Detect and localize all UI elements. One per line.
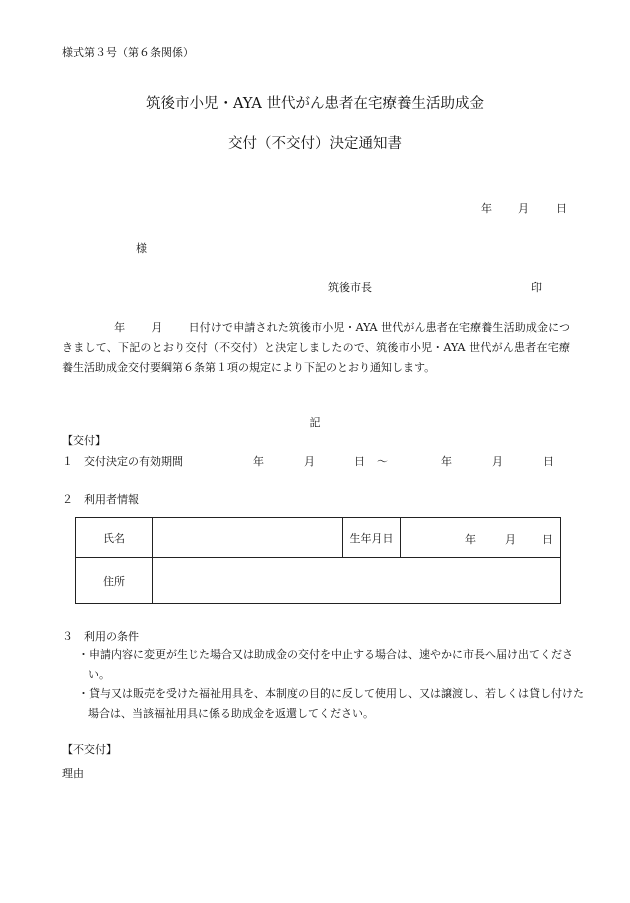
notice-date-month: 月 [518, 202, 529, 215]
period-from-year: 年 [253, 455, 264, 468]
birth-label-cell [343, 518, 401, 558]
koufu-heading: 【交付】 [62, 434, 106, 447]
name-label-cell [76, 518, 153, 558]
notice-body-paragraph [62, 318, 570, 378]
period-to-day: 日 [543, 455, 554, 468]
condition-bullet-2: ・貸与又は販売を受けた福祉用具を、本制度の目的に反して使用し、又は譲渡し、若しくは貸し付けた場合は、当該福祉用具に係る助成金を返還してください。 [78, 687, 584, 720]
seal-mark: 印 [531, 281, 542, 294]
name-label: 氏名 [103, 531, 125, 545]
name-value-cell[interactable] [153, 518, 343, 558]
fukoufu-heading: 【不交付】 [62, 743, 117, 756]
notice-date-day: 日 [556, 202, 567, 215]
addressee-suffix: 様 [136, 242, 147, 255]
notice-date-year: 年 [481, 202, 492, 215]
document-subtitle: 交付（不交付）決定通知書 [228, 136, 402, 152]
body-year: 年 [114, 321, 126, 334]
user-info-label: ２ 利用者情報 [62, 493, 139, 506]
document-title: 筑後市小児・AYA 世代がん患者在宅療養生活助成金 [146, 96, 484, 112]
birth-label: 生年月日 [349, 531, 394, 545]
period-from-month: 月 [304, 455, 315, 468]
form-number: 様式第３号（第６条関係） [62, 46, 194, 59]
period-to-year: 年 [441, 455, 452, 468]
address-label-cell [76, 558, 153, 604]
body-month: 月 [151, 321, 163, 334]
reason-label: 理由 [62, 767, 84, 780]
body-text: 日付けで申請された筑後市小児・AYA 世代がん患者在宅療養生活助成金につきまして、下記のとおり交付（不交付）と決定しましたので、筑後市小児・AYA 世代がん患者在宅療養生活助成金交付要綱第６条第１項の規定により下記のとおり通知します。 [62, 321, 571, 374]
birth-value-cell[interactable] [401, 518, 561, 558]
period-from-day: 日 [354, 455, 365, 468]
period-to-month: 月 [492, 455, 503, 468]
sender-name: 筑後市長 [328, 281, 372, 294]
validity-period-label: １ 交付決定の有効期間 [62, 455, 183, 468]
birth-day: 日 [542, 533, 553, 546]
conditions-label: ３ 利用の条件 [62, 630, 139, 643]
address-value-cell[interactable] [153, 558, 561, 604]
address-label: 住所 [103, 574, 125, 588]
ki-heading: 記 [309, 416, 321, 429]
birth-year: 年 [465, 533, 476, 546]
condition-bullet-1: ・申請内容に変更が生じた場合又は助成金の交付を中止する場合は、速やかに市長へ届け出てください。 [78, 648, 573, 681]
period-tilde: ～ [377, 455, 388, 468]
birth-month: 月 [505, 533, 516, 546]
user-info-table [75, 517, 561, 604]
